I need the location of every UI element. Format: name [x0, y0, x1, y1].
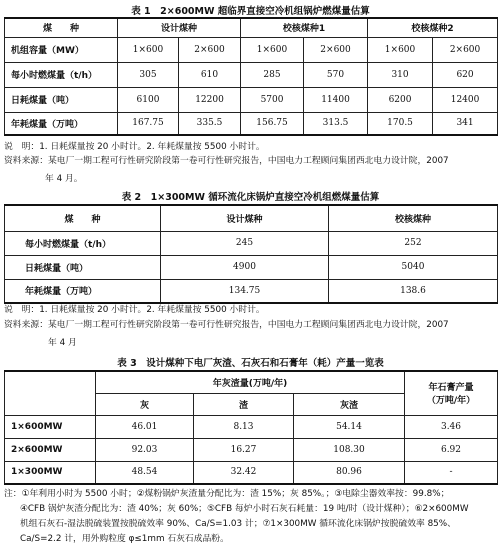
table-cell: 8.13: [194, 415, 294, 438]
t3-header-slag: 渣: [194, 393, 294, 415]
table-cell: 245: [161, 231, 329, 255]
table-cell: 1×600: [241, 37, 304, 62]
table-cell: 16.27: [194, 438, 294, 461]
table-row-label: 每小时燃煤量（t/h）: [5, 62, 118, 87]
table-cell: 610: [179, 62, 241, 87]
t3-header-ash: 灰: [96, 393, 194, 415]
table-cell: 3.46: [405, 415, 498, 438]
table-cell: 6100: [118, 87, 179, 112]
table3-block: [4, 352, 497, 549]
t3-header-ash-group: 年灰渣量(万吨/年): [96, 371, 405, 393]
table-cell: 335.5: [179, 112, 241, 135]
t3-header-gypsum-line2: （万吨/年）: [426, 396, 476, 407]
table-cell: 170.5: [368, 112, 433, 135]
table-row-label: 2×600MW: [5, 438, 96, 461]
table1-source: 资料来源：某电厂一期工程可行性研究阶段第一卷可行性研究报告，中国电力工程顾问集团西北电力设计院，2007: [4, 156, 449, 166]
t1-header-coal: 煤 种: [5, 18, 118, 37]
table-cell: 11400: [304, 87, 368, 112]
t2-header-check: 校核煤种: [329, 205, 498, 231]
table1-source-cont: 年 4 月。: [45, 174, 83, 184]
table-cell: 313.5: [304, 112, 368, 135]
t1-header-check2: 校核煤种2: [368, 18, 498, 37]
table1-note: 说 明：1. 日耗煤量按 20 小时计。2. 年耗煤量按 5500 小时计。: [4, 142, 265, 152]
table-cell: 310: [368, 62, 433, 87]
table3-footnote-4: Ca/S=2.2 计，用外购粒度 φ≤1mm 石灰石成品粉。: [20, 534, 229, 544]
table-cell: 285: [241, 62, 304, 87]
table1-block: [4, 0, 497, 165]
table-cell: 570: [304, 62, 368, 87]
table-cell: 12200: [179, 87, 241, 112]
table-cell: 92.03: [96, 438, 194, 461]
table-row-label: 年耗煤量（万吨）: [5, 279, 161, 303]
table1-caption: 表 1 2×600MW 超临界直接空冷机组锅炉燃煤量估算: [131, 6, 370, 17]
table2-source-cont: 年 4 月: [48, 338, 77, 348]
table3-footnote-3: 机组石灰石-湿法脱硫装置按脱硫效率 90%、Ca/S=1.03 计；⑦1×300MW 循环流化床锅炉按脱硫效率 85%、: [20, 519, 456, 529]
t2-header-design: 设计煤种: [161, 205, 329, 231]
table-cell: 5040: [329, 255, 498, 279]
table-cell: 80.96: [294, 461, 405, 484]
table3-caption: 表 3 设计煤种下电厂灰渣、石灰石和石膏年（耗）产量一览表: [117, 358, 384, 369]
table-row-label: 年耗煤量（万吨）: [5, 112, 118, 135]
table2-source: 资料来源：某电厂一期工程可行性研究阶段第一卷可行性研究报告，中国电力工程顾问集团西北电力设计院，2007: [4, 320, 449, 330]
table-row-label: 日耗煤量（吨）: [5, 87, 118, 112]
table-cell: 341: [433, 112, 498, 135]
t3-header-blank: [5, 371, 96, 415]
t2-header-coal: 煤 种: [5, 205, 161, 231]
table-cell: 5700: [241, 87, 304, 112]
t3-header-gypsum-line1: 年石膏产量: [428, 383, 474, 394]
table-cell: 2×600: [304, 37, 368, 62]
table-cell: -: [405, 461, 498, 484]
table2-block: [4, 186, 497, 356]
table3: [4, 370, 498, 485]
table-row-label: 每小时燃煤量（t/h）: [5, 231, 161, 255]
table3-footnote-2: ④CFB 锅炉灰渣分配比为：渣 40%；灰 60%；⑤CFB 每炉小时石灰石耗量：19 吨/时（设计煤种）；⑥2×600MW: [20, 504, 469, 514]
table-row-label: 机组容量（MW）: [5, 37, 118, 62]
table-cell: 32.42: [194, 461, 294, 484]
table2-note: 说 明：1. 日耗煤量按 20 小时计。2. 年耗煤量按 5500 小时计。: [4, 305, 265, 315]
table-cell: 4900: [161, 255, 329, 279]
table-cell: 108.30: [294, 438, 405, 461]
table-cell: 6200: [368, 87, 433, 112]
table-cell: 2×600: [179, 37, 241, 62]
table-cell: 156.75: [241, 112, 304, 135]
table-cell: 252: [329, 231, 498, 255]
table1: [4, 17, 498, 136]
table3-footnote-1: 注：①年利用小时为 5500 小时；②煤粉锅炉灰渣量分配比为：渣 15%；灰 85%。；③电除尘器效率按：99.8%；: [4, 489, 450, 499]
table-cell: 620: [433, 62, 498, 87]
table-cell: 305: [118, 62, 179, 87]
table-cell: 138.6: [329, 279, 498, 303]
table2-caption: 表 2 1×300MW 循环流化床锅炉直接空冷机组燃煤量估算: [121, 192, 380, 203]
table-cell: 6.92: [405, 438, 498, 461]
table-cell: 46.01: [96, 415, 194, 438]
t3-header-gypsum: [405, 371, 498, 415]
table-cell: 1×600: [368, 37, 433, 62]
table-cell: 54.14: [294, 415, 405, 438]
table-cell: 167.75: [118, 112, 179, 135]
table2: [4, 204, 498, 304]
table-cell: 2×600: [433, 37, 498, 62]
table-row-label: 日耗煤量（吨）: [5, 255, 161, 279]
table-row-label: 1×300MW: [5, 461, 96, 484]
t1-header-check1: 校核煤种1: [241, 18, 368, 37]
table-cell: 48.54: [96, 461, 194, 484]
t1-header-design: 设计煤种: [118, 18, 241, 37]
t3-header-ash-slag: 灰渣: [294, 393, 405, 415]
table-cell: 1×600: [118, 37, 179, 62]
table-cell: 12400: [433, 87, 498, 112]
table-cell: 134.75: [161, 279, 329, 303]
table-row-label: 1×600MW: [5, 415, 96, 438]
